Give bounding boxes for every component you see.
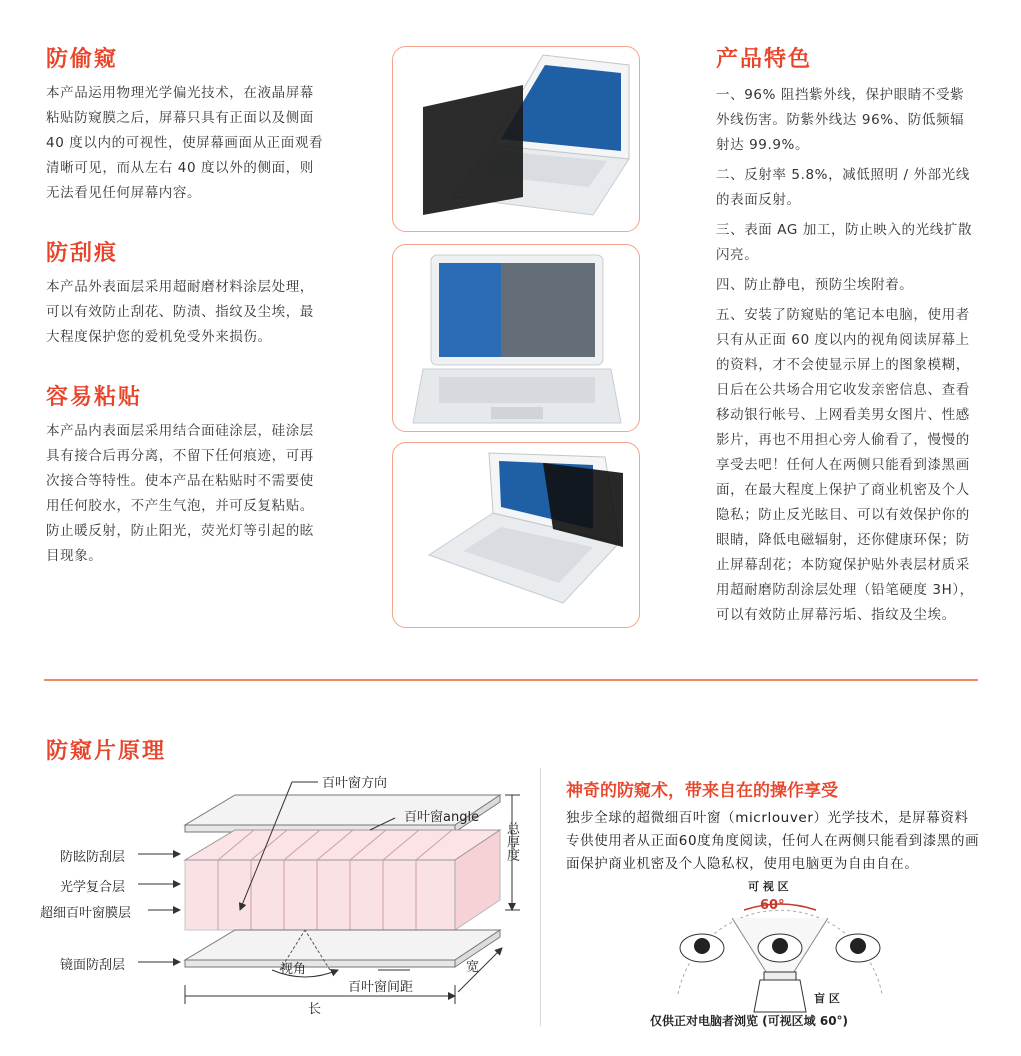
- left-column: [46, 42, 326, 569]
- tech-text: 独步全球的超微细百叶窗（micrlouver）光学技术，是屏幕资料专供使用者从正面60度角度阅读，任何人在两侧只能看到漆黑的画面保护商业机密及个人隐私权，使用电脑更为自由自在。: [566, 810, 980, 872]
- section-easy-apply: [46, 380, 326, 569]
- layer-label-optical: 光学复合层: [60, 880, 126, 895]
- laptop-photo-1: [392, 46, 640, 232]
- louver-front: [185, 860, 455, 930]
- laptop-photo-3: [392, 442, 640, 628]
- section-text: 本产品运用物理光学偏光技术，在液晶屏幕粘贴防窥膜之后，屏幕只具有正面以及侧面 40 度以内的可视性，使屏幕画面从正面观看清晰可见，而从左右 40 度以外的侧面，则无法看见任何屏幕内容。: [46, 85, 324, 201]
- width-label: 宽: [466, 960, 480, 975]
- section-text: 本产品外表面层采用超耐磨材料涂层处理，可以有效防止刮花、防渍、指纹及尘埃，最大程度保护您的爱机免受外来损伤。: [46, 279, 314, 345]
- tech-section: [566, 776, 980, 876]
- angle-label: 60°: [760, 898, 785, 913]
- feature-item: 二、反射率 5.8%，减低照明 / 外部光线的表面反射。: [716, 167, 970, 208]
- view-angle-label: 视角: [280, 962, 307, 977]
- section-title: 防刮痕: [46, 241, 119, 266]
- layer-label-mirror: 镜面防刮层: [60, 958, 126, 973]
- section-title: 防偷窥: [46, 47, 119, 72]
- features-title: 产品特色: [716, 47, 813, 72]
- blind-zone-label: 盲 区: [814, 992, 840, 1005]
- feature-item: 一、96% 阻挡紫外线，保护眼睛不受紫外线伤害。防紫外线达 96%、防低频辐射达 99.9%。: [716, 87, 965, 153]
- zone-caption: 仅供正对电脑者浏览 (可视区域 60°): [650, 1014, 849, 1028]
- laptop-photo-2: [392, 244, 640, 432]
- feature-item: 四、防止静电，预防尘埃附着。: [716, 277, 914, 293]
- feature-item: 五、安装了防窥贴的笔记本电脑，使用者只有从正面 60 度以内的视角阅读屏幕上的资料，才不会使显示屏上的图象模糊，日后在公共场合用它收发亲密信息、查看移动银行帐号、上网看美男女图片、性感影片，再也不用担心旁人偷看了，慢慢的享受去吧！任何人在两侧只能看到漆黑画面，在最大程度上保护了商业机密及个人隐私；防止反光眩目、可以有效保护你的眼睛，降低电磁辐射，还你健康环保；防止屏幕刮花；本防窥保护贴外表层材质采用超耐磨防刮涂层处理（铅笔硬度 3H），可以有效防止屏幕污垢、指纹及尘埃。: [716, 307, 974, 623]
- section-title: 容易粘贴: [46, 385, 143, 410]
- louver-direction-label: 百叶窗方向: [322, 776, 388, 791]
- length-label: 长: [308, 1002, 322, 1017]
- layer-label-louver: 超细百叶窗膜层: [40, 906, 132, 921]
- column-divider: [540, 768, 541, 1026]
- feature-item: 三、表面 AG 加工，防止映入的光线扩散闪亮。: [716, 222, 973, 263]
- viewing-zone-illustration: [650, 876, 900, 1046]
- laptop-film-peel-image: [393, 47, 640, 232]
- laptop-front-image: [393, 245, 640, 432]
- section-anti-peep: [46, 42, 326, 206]
- laptop-side-image: [393, 443, 640, 628]
- visible-zone-label: 可 视 区: [748, 880, 789, 893]
- thickness-label: 总厚度: [504, 822, 519, 861]
- louver-pitch-label: 百叶窗间距: [348, 980, 414, 995]
- person-left-icon: [680, 934, 724, 962]
- principle-title: 防窥片原理: [46, 739, 167, 764]
- louver-diagram: [40, 770, 520, 1030]
- section-divider: [44, 679, 978, 681]
- louver-angle-label: 百叶窗angle: [404, 810, 480, 825]
- features-column: [716, 42, 978, 633]
- section-text: 本产品内表面层采用结合面硅涂层，硅涂层具有接合后再分离，不留下任何痕迹，可再次接合等特性。使本产品在粘贴时不需要使用任何胶水，不产生气泡，并可反复粘贴。防止暖反射，防止阳光，荧光灯等引起的眩目现象。: [46, 423, 314, 564]
- viewing-zone-diagram: [660, 876, 900, 1016]
- louver-top: [185, 830, 500, 860]
- bottom-plate: [185, 930, 500, 960]
- tech-title: 神奇的防窥术，带来自在的操作享受: [566, 781, 838, 801]
- layer-label-antiglare: 防眩防刮层: [60, 850, 126, 865]
- person-right-icon: [836, 934, 880, 962]
- person-center-icon: [758, 934, 802, 962]
- laptop-icon: [754, 972, 806, 1012]
- section-anti-scratch: [46, 236, 326, 350]
